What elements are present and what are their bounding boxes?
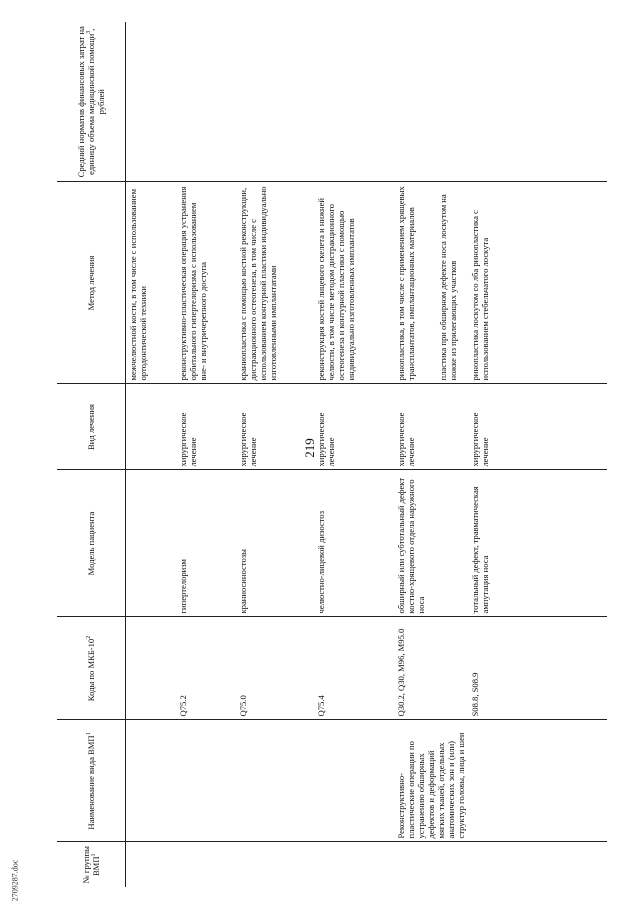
cell-cost: [436, 22, 468, 182]
cell-name: [314, 720, 394, 842]
cell-name: [176, 720, 236, 842]
cell-kind: [126, 384, 176, 470]
table-row: [314, 22, 394, 887]
cell-model: обширный или субтотальный дефект костно-хрящевого отдела наружного носа: [394, 470, 436, 617]
cell-model: тотальный дефект, травматическая ампутация носа: [468, 470, 608, 617]
cell-method: пластика при обширном дефекте носа лоскутом на ножке из прилегающих участков: [436, 182, 468, 384]
cell-kind: хирургическое лечение: [176, 384, 236, 470]
cell-kind: хирургическое лечение: [394, 384, 436, 470]
header-icd-codes: Коды по МКБ-$10^2$: [57, 617, 126, 720]
header-treatment-method: Метод лечения: [57, 182, 126, 384]
cell-method: межчелюстной кости, в том числе с использованием ортодонтической техники: [126, 182, 176, 384]
table-header-row: [57, 22, 126, 887]
cell-method: реконструкция костей лицевого скелета и нижней челюсти, в том числе методом дистракционного остеогенеза и контурной пластики с помощью индивидуально изготовленных имплантатов: [314, 182, 394, 384]
cell-cost: [236, 22, 314, 182]
cell-name: Реконструктивно-пластические операции по устранению обширных дефектов и деформаций мягких тканей, отдельных анатомических зон и (или) структур головы, лица и шеи: [394, 720, 608, 842]
cell-method: ринопластика лоскутом со лба ринопластика с использованием стебельчатого лоскута: [468, 182, 608, 384]
header-treatment-kind: Вид лечения: [57, 384, 126, 470]
cell-group: [236, 842, 314, 887]
cell-group: [394, 842, 436, 887]
cell-model: гипертелоризм: [176, 470, 236, 617]
cell-model: челюстно-лицевой дизостоз: [314, 470, 394, 617]
cell-group: [176, 842, 236, 887]
cell-cost: [468, 22, 608, 182]
cell-icd: [436, 617, 468, 720]
rotated-table-container: [57, 22, 607, 887]
table-row: [394, 22, 436, 887]
header-vmp-name: Наименование вида ВМП$^1$: [57, 720, 126, 842]
page-number: 219: [301, 438, 317, 458]
cell-method: краниопластика с помощью костной реконструкции, дистракционного остеогенеза, в том числе с использованием контурной пластики индивидуально изготовленными имплантатами: [236, 182, 314, 384]
cell-method: реконструктивно-пластическая операция устранения орбитального гипертелоризма с использованием вне- и внутричерепного доступа: [176, 182, 236, 384]
cell-model: [436, 470, 468, 617]
cell-icd: Q30.2, Q30, M96, M95.0: [394, 617, 436, 720]
table-row: [126, 22, 176, 887]
cell-cost: [314, 22, 394, 182]
cell-kind: хирургическое лечение: [468, 384, 608, 470]
cell-kind: хирургическое лечение: [236, 384, 314, 470]
document-code: 2709287.doc: [10, 859, 20, 902]
cell-cost: [394, 22, 436, 182]
header-average-cost: Средний норматив финансовых затрат на единицу объема медицинской помощи$^3$, рублей: [57, 22, 126, 182]
vmp-table: [57, 22, 607, 887]
cell-icd: Q75.2: [176, 617, 236, 720]
cell-group: [126, 842, 176, 887]
cell-name: [126, 720, 176, 842]
table-row: [236, 22, 314, 887]
table-row: [176, 22, 236, 887]
header-group-number: № группы ВМП$^1$: [57, 842, 126, 887]
cell-group: [314, 842, 394, 887]
cell-cost: [176, 22, 236, 182]
cell-method: ринопластика, в том числе с применением хрящевых трансплантатов, имплантационных материалов: [394, 182, 436, 384]
cell-group: [468, 842, 608, 887]
header-patient-model: Модель пациента: [57, 470, 126, 617]
cell-icd: Q75.4: [314, 617, 394, 720]
cell-icd: Q75.0: [236, 617, 314, 720]
cell-model: [126, 470, 176, 617]
cell-icd: [126, 617, 176, 720]
cell-icd: S08.8, S08.9: [468, 617, 608, 720]
cell-kind: [436, 384, 468, 470]
cell-model: краниосиностозы: [236, 470, 314, 617]
cell-kind: хирургическое лечение: [314, 384, 394, 470]
cell-cost: [126, 22, 176, 182]
cell-group: [436, 842, 468, 887]
cell-name: [236, 720, 314, 842]
